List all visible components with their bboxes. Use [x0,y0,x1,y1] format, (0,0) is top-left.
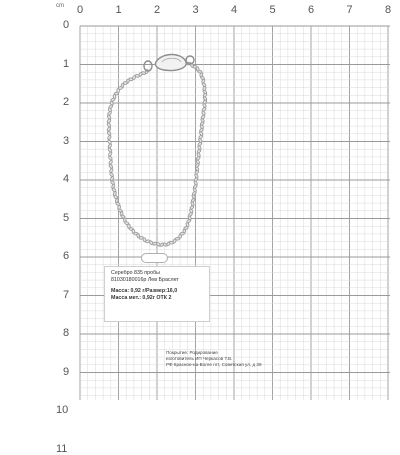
ruler-y-label: 1 [63,57,70,70]
ruler-y-label: 8 [63,327,70,339]
tag-line-metal: Серебро 835 пробы [111,270,160,276]
ruler-y-label: 10 [56,404,69,416]
chain-link [108,152,112,157]
manufacturer-info [166,350,316,368]
tag-hole [141,253,168,263]
tag-line-article: 81030180016р Лев Браслет [111,277,179,283]
ruler-x-label: 5 [269,4,276,16]
chain-link [109,172,114,177]
ruler-x-label: 6 [308,4,315,16]
ruler-y-label: 3 [63,134,70,147]
ruler-y-label: 11 [56,442,68,455]
ruler-x-label: 1 [115,4,122,16]
ruler-y-label: 9 [63,365,70,378]
chain-link [108,143,112,148]
chain-link [107,139,112,144]
ruler-y-label: 6 [63,250,70,262]
product-tag [104,266,210,322]
ruler-y-label: 4 [63,173,70,185]
footer-address: РФ Красное-на-Волге пгт, Советская ул, д 39 [166,362,262,367]
ruler-y-label: 5 [63,211,70,224]
chain-link [107,127,111,132]
ruler-x-label: 7 [346,4,353,16]
ruler-x-label: 0 [77,4,84,16]
tag-line-metal-weight: Масса мет.: 0,92г ОТК 2 [111,295,172,301]
footer-coating: Покрытие: Родирование [166,350,218,355]
ruler-x-label: 4 [231,4,238,16]
ruler-y-label: 2 [63,96,70,108]
ruler-y-label: 0 [63,19,70,31]
ruler-x-label: 8 [385,4,392,16]
chain-link [108,148,113,153]
chain-link [108,160,112,165]
footer-maker: изготовитель ИП Черкасов Т.В. [166,356,233,361]
ruler-x-label: 2 [154,4,161,16]
chain-link [107,122,112,127]
unit-label: cm [56,3,64,9]
tag-line-weight-size: Масса: 0,92 г/Размер:16,0 [111,288,178,294]
ruler-x-label: 3 [192,4,199,16]
chain-link [108,156,113,161]
ruler-y-label: 7 [63,288,70,301]
